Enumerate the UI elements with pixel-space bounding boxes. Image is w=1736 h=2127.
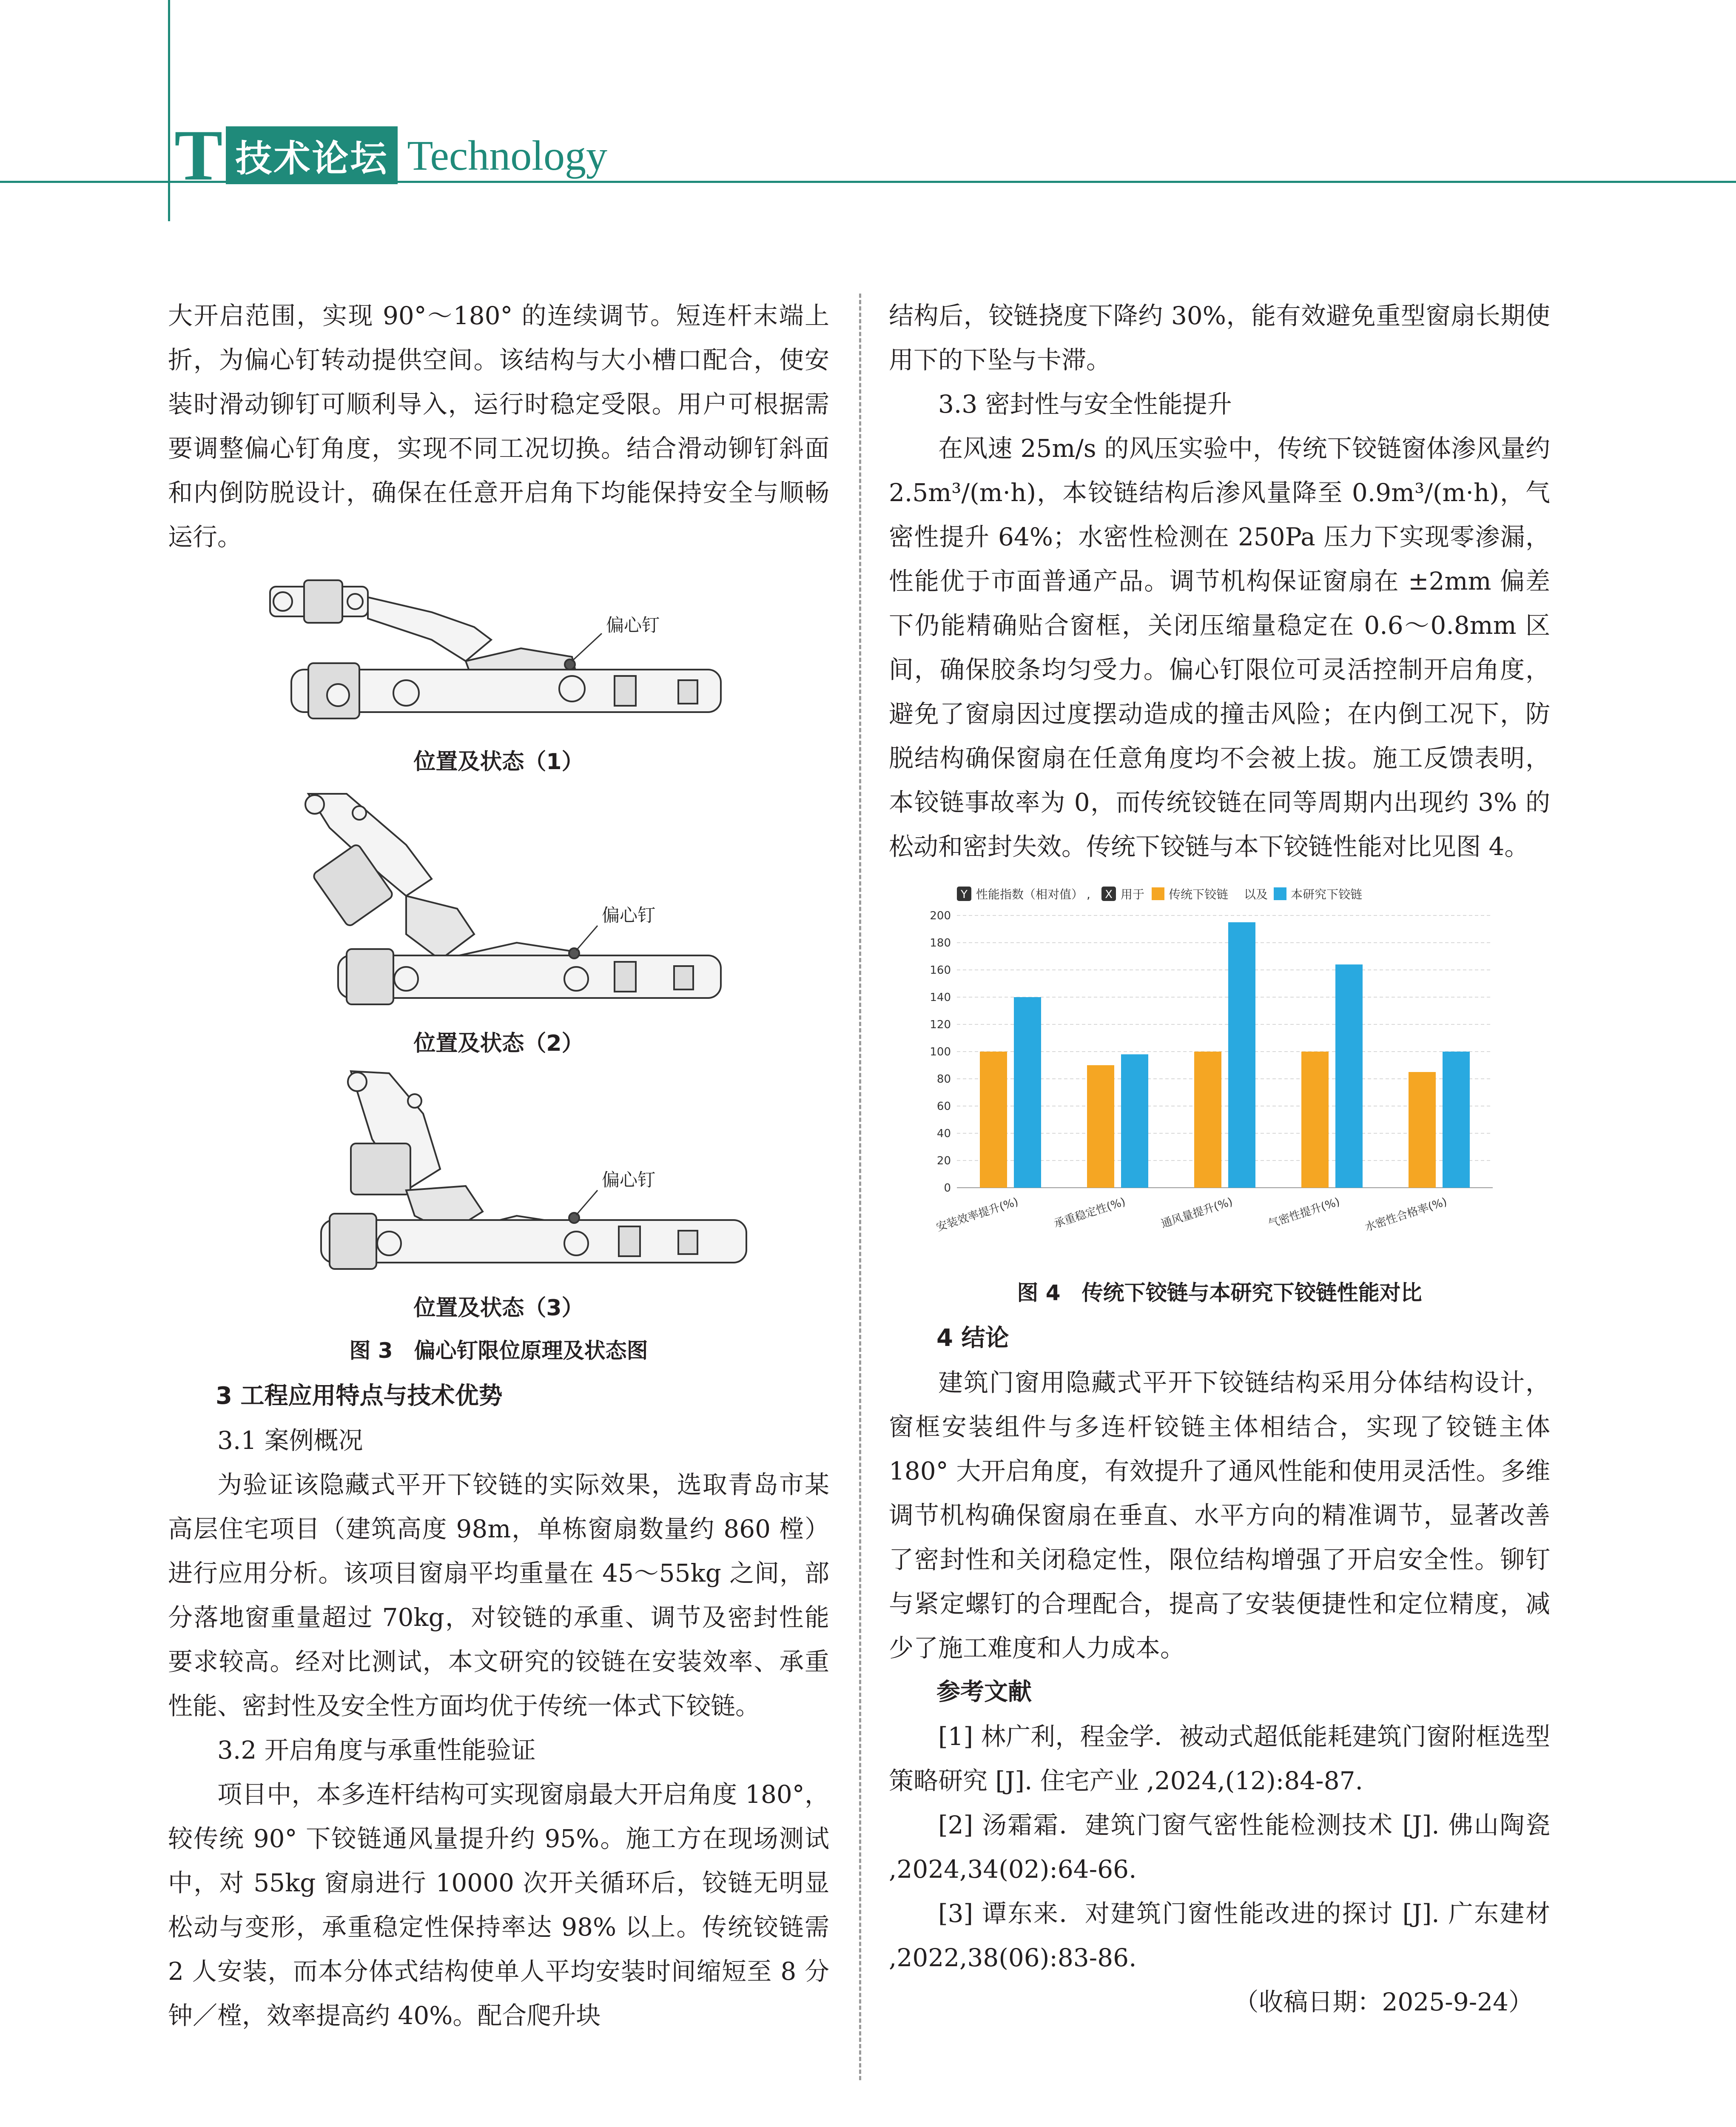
x-tick-label: 安装效率提升(%) bbox=[934, 1195, 1020, 1234]
y-tick-label: 140 bbox=[930, 991, 951, 1004]
legend-y-badge: Y bbox=[961, 888, 968, 901]
bar-proposed bbox=[1121, 1054, 1148, 1188]
legend-x-label: 用于 bbox=[1121, 887, 1145, 901]
column-header bbox=[174, 115, 608, 195]
hinge-diagram-state-2 bbox=[168, 781, 829, 1011]
figure-3 bbox=[168, 572, 829, 1370]
label-eccentric-pin: 偏心钉 bbox=[602, 905, 656, 926]
section-3-2-heading: 3.2 开启角度与承重性能验证 bbox=[217, 1736, 536, 1765]
bar-proposed bbox=[1228, 922, 1255, 1188]
legend-x-badge: X bbox=[1105, 888, 1113, 901]
label-eccentric-pin: 偏心钉 bbox=[602, 1169, 656, 1190]
x-tick-label: 承重稳定性(%) bbox=[1052, 1195, 1127, 1231]
received-date: （收稿日期：2025-9-24） bbox=[1234, 1987, 1533, 2016]
header-column-cn: 技术论坛 bbox=[226, 126, 398, 184]
section-3-1-heading: 3.1 案例概况 bbox=[217, 1426, 363, 1455]
legend-swatch-series-2 bbox=[1274, 887, 1286, 900]
bar-traditional bbox=[1301, 1052, 1329, 1188]
bar-proposed bbox=[1014, 997, 1041, 1188]
left-column bbox=[168, 294, 829, 2038]
chart-legend bbox=[957, 887, 1362, 901]
paragraph-continued: 大开启范围，实现 90°～180° 的连续调节。短连杆末端上折，为偏心钉转动提供空间。该结构与大小槽口配合，使安装时滑动铆钉可顺利导入，运行时稳定受限。用户可根据需要调整偏心钉角度，实现不同工况切换。结合滑动铆钉斜面和内倒防脱设计，确保在任意开启角下均能保持安全与顺畅运行。 bbox=[168, 301, 829, 551]
legend-swatch-series-1 bbox=[1152, 887, 1164, 900]
hinge-diagram-state-3 bbox=[168, 1063, 829, 1275]
y-tick-label: 200 bbox=[930, 910, 951, 922]
bar-traditional bbox=[980, 1052, 1007, 1188]
label-eccentric-pin: 偏心钉 bbox=[606, 615, 660, 636]
y-tick-label: 20 bbox=[936, 1155, 951, 1167]
y-tick-label: 0 bbox=[944, 1182, 951, 1195]
legend-series-2: 本研究下铰链 bbox=[1291, 887, 1363, 901]
legend-y-label: 性能指数（相对值） bbox=[976, 887, 1084, 901]
section-3-2-paragraph: 项目中，本多连杆结构可实现窗扇最大开启角度 180°，较传统 90° 下铰链通风量提升约 95%。施工方在现场测试中，对 55kg 窗扇进行 10000 次开关循环后，铰链无明显松动与变形，承重稳定性保持率达 98% 以上。传统铰链需 2 人安装，而本分体式结构使单人平均安装时间缩短至 8 分钟／樘，效率提高约 40%。配合爬升块 bbox=[168, 1780, 829, 2030]
x-tick-label: 气密性提升(%) bbox=[1266, 1195, 1342, 1231]
y-tick-label: 160 bbox=[930, 964, 951, 977]
bar-traditional bbox=[1087, 1065, 1114, 1188]
section-3-heading: 3 工程应用特点与技术优势 bbox=[216, 1382, 503, 1410]
y-tick-label: 60 bbox=[936, 1100, 951, 1113]
section-3-3-heading: 3.3 密封性与安全性能提升 bbox=[938, 390, 1232, 419]
header-letter: T bbox=[174, 115, 223, 195]
x-tick-label: 水密性合格率(%) bbox=[1363, 1195, 1449, 1234]
bar-traditional bbox=[1194, 1052, 1221, 1188]
state-3-caption: 位置及状态（3） bbox=[413, 1295, 584, 1321]
y-tick-label: 180 bbox=[930, 937, 951, 949]
state-1-caption: 位置及状态（1） bbox=[413, 749, 584, 775]
y-tick-label: 80 bbox=[936, 1073, 951, 1086]
reference-2: [2] 汤霜霜．建筑门窗气密性能检测技术 [J]. 佛山陶瓷 ,2024,34(02):64-66. bbox=[889, 1811, 1550, 1884]
section-3-1-paragraph: 为验证该隐藏式平开下铰链的实际效果，选取青岛市某高层住宅项目（建筑高度 98m，单栋窗扇数量约 860 樘）进行应用分析。该项目窗扇平均重量在 45～55kg 之间，部分落地窗重量超过 70kg，对铰链的承重、调节及密封性能要求较高。经对比测试，本文研究的铰链在安装效率、承重性能、密封性及安全性方面均优于传统一体式下铰链。 bbox=[168, 1470, 829, 1720]
svg-text:,: , bbox=[1087, 887, 1090, 901]
paragraph-continued: 结构后，铰链挠度下降约 30%，能有效避免重型窗扇长期使用下的下坠与卡滞。 bbox=[889, 301, 1550, 374]
bar-traditional bbox=[1409, 1072, 1436, 1188]
bar-proposed bbox=[1443, 1052, 1470, 1188]
figure-3-caption: 图 3 偏心钉限位原理及状态图 bbox=[349, 1338, 648, 1363]
section-4-paragraph: 建筑门窗用隐藏式平开下铰链结构采用分体结构设计，窗框安装组件与多连杆铰链主体相结合，实现了铰链主体 180° 大开启角度，有效提升了通风性能和使用灵活性。多维调节机构确保窗扇在垂直、水平方向的精准调节，显著改善了密封性和关闭稳定性，限位结构增强了开启安全性。铆钉与紧定螺钉的合理配合，提高了安装便捷性和定位精度，减少了施工难度和人力成本。 bbox=[889, 1368, 1550, 1662]
x-tick-label: 通风量提升(%) bbox=[1159, 1195, 1235, 1231]
y-tick-label: 120 bbox=[930, 1018, 951, 1031]
header-column-en: Technology bbox=[407, 131, 608, 179]
state-2-caption: 位置及状态（2） bbox=[413, 1031, 584, 1056]
legend-connector: 以及 bbox=[1244, 887, 1268, 901]
reference-3: [3] 谭东来．对建筑门窗性能改进的探讨 [J]. 广东建材 ,2022,38(06):83-86. bbox=[889, 1899, 1550, 1972]
references-heading: 参考文献 bbox=[936, 1678, 1032, 1706]
header-vertical-rule bbox=[168, 0, 170, 221]
y-tick-label: 40 bbox=[936, 1127, 951, 1140]
y-tick-label: 100 bbox=[930, 1046, 951, 1058]
figure-4 bbox=[889, 881, 1550, 1312]
bar-proposed bbox=[1335, 964, 1363, 1188]
section-4-heading: 4 结论 bbox=[936, 1324, 1009, 1352]
right-column bbox=[889, 294, 1550, 2024]
performance-bar-chart bbox=[889, 881, 1550, 1256]
section-3-3-paragraph: 在风速 25m/s 的风压实验中，传统下铰链窗体渗风量约 2.5m³/(m·h)，本铰链结构后渗风量降至 0.9m³/(m·h)，气密性提升 64%；水密性检测在 250Pa 压力下实现零渗漏，性能优于市面普通产品。调节机构保证窗扇在 ±2mm 偏差下仍能精确贴合窗框，关闭压缩量稳定在 0.6～0.8mm 区间，确保胶条均匀受力。偏心钉限位可灵活控制开启角度，避免了窗扇因过度摆动造成的撞击风险；在内倒工况下，防脱结构确保窗扇在任意角度均不会被上拔。施工反馈表明，本铰链事故率为 0，而传统铰链在同等周期内出现约 3% 的松动和密封失效。传统下铰链与本下铰链性能对比见图 4。 bbox=[889, 434, 1550, 861]
reference-1: [1] 林广利，程金学．被动式超低能耗建筑门窗附框选型策略研究 [J]. 住宅产业 ,2024,(12):84-87. bbox=[889, 1722, 1550, 1795]
figure-4-caption: 图 4 传统下铰链与本研究下铰链性能对比 bbox=[1017, 1280, 1422, 1305]
column-divider bbox=[859, 294, 861, 2080]
hinge-diagram-state-1 bbox=[168, 572, 829, 729]
legend-series-1: 传统下铰链 bbox=[1169, 887, 1229, 901]
